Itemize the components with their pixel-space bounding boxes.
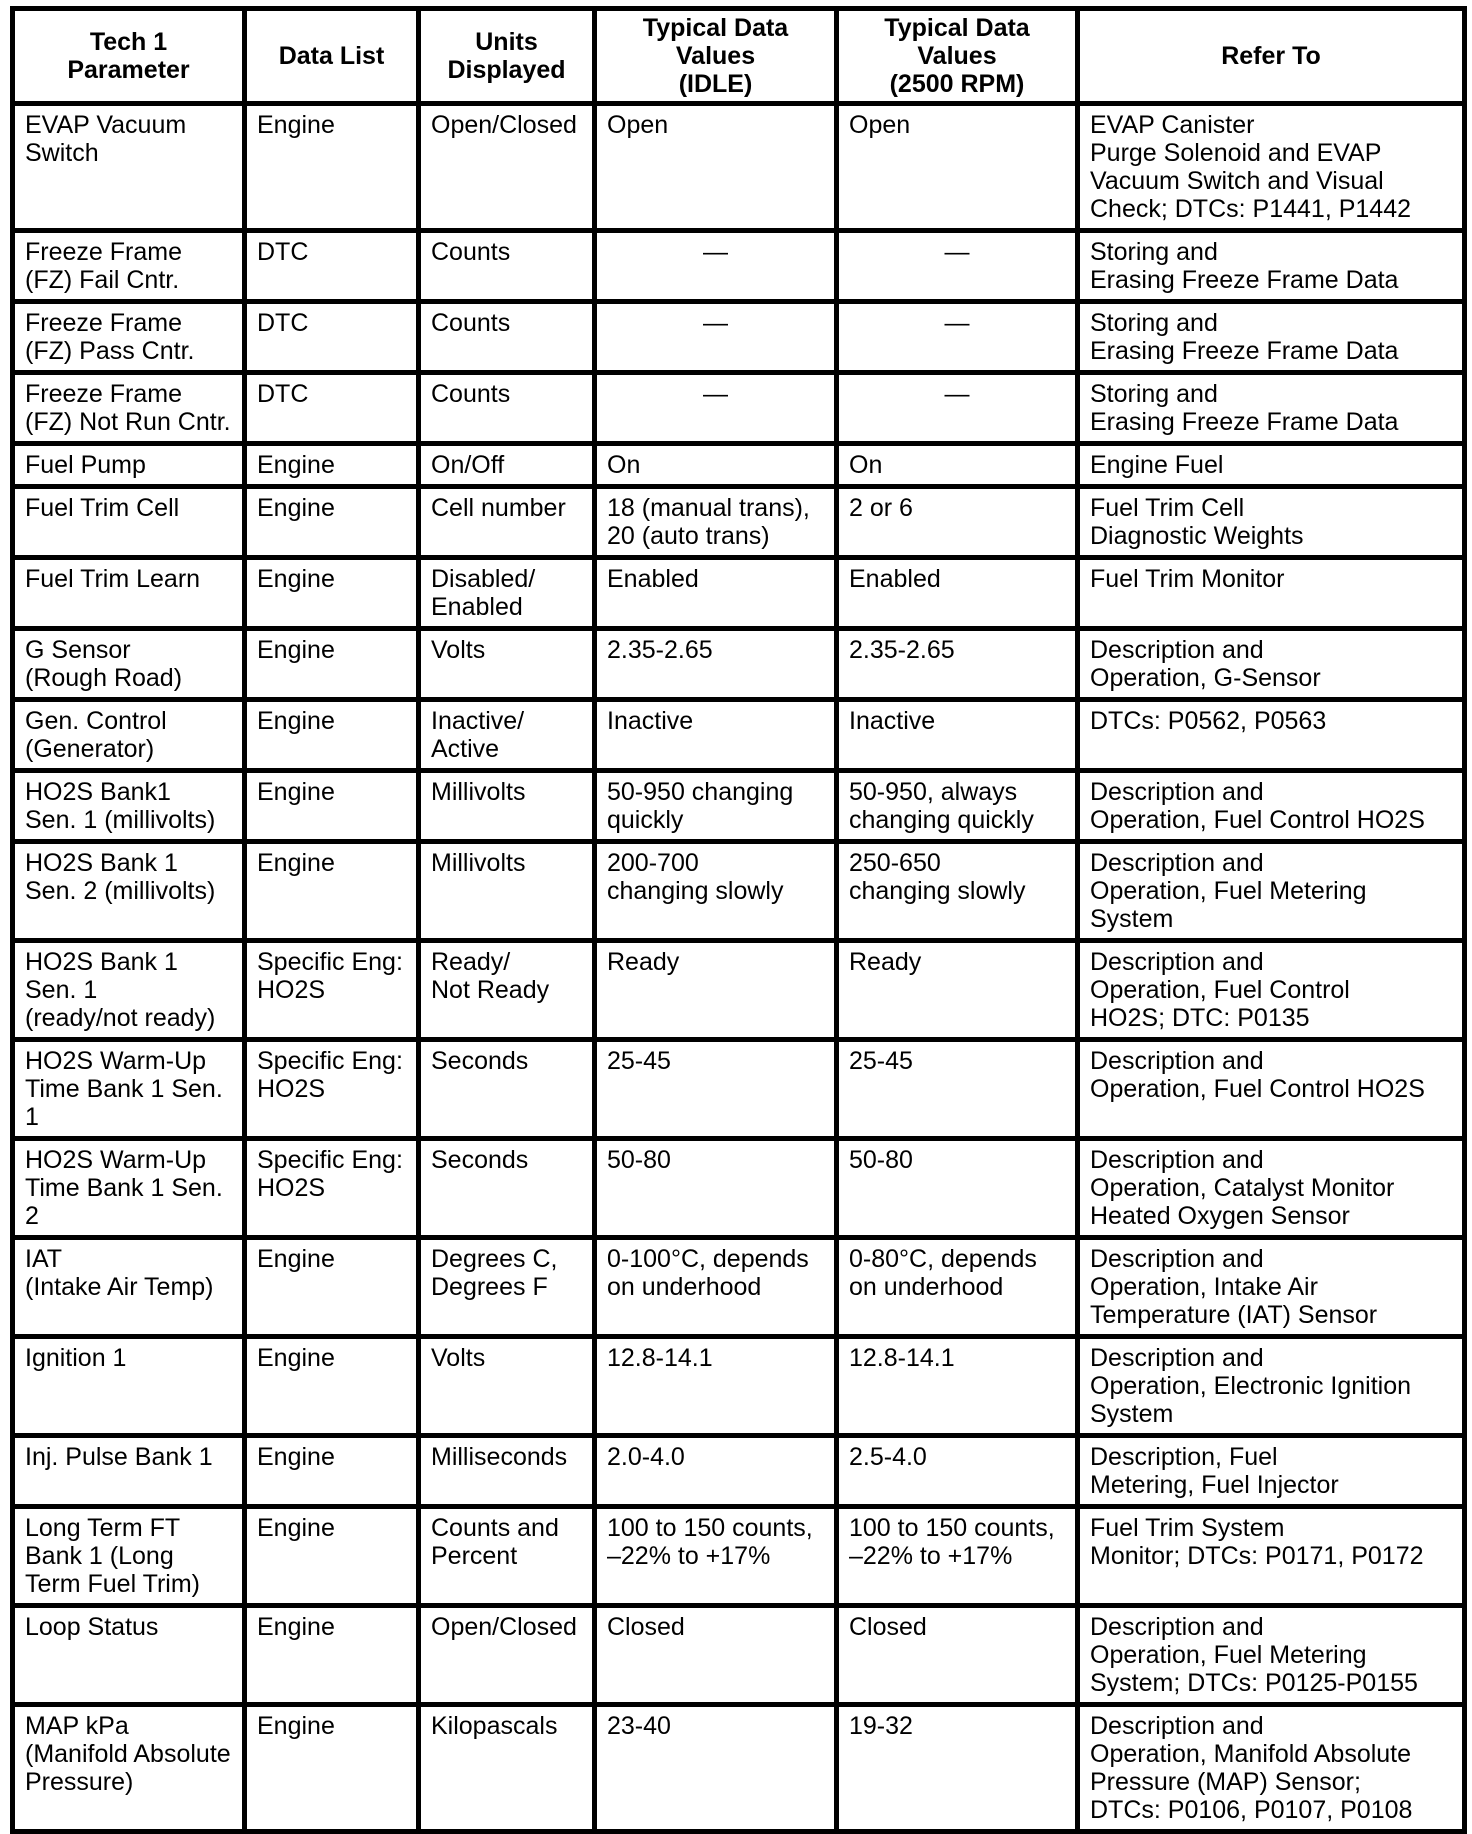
cell-refer-to: Fuel Trim Cell Diagnostic Weights bbox=[1078, 487, 1465, 558]
cell-data-list: DTC bbox=[245, 373, 419, 444]
table-row bbox=[13, 629, 1465, 700]
cell-idle: 23-40 bbox=[595, 1705, 837, 1832]
cell-data-list: Engine bbox=[245, 558, 419, 629]
cell-2500rpm: — bbox=[837, 231, 1078, 302]
table-header bbox=[13, 9, 1465, 104]
header-data-list: Data List bbox=[245, 9, 419, 104]
cell-idle: 0-100°C, depends on underhood bbox=[595, 1238, 837, 1337]
cell-2500rpm: 19-32 bbox=[837, 1705, 1078, 1832]
cell-units: Millivolts bbox=[419, 842, 595, 941]
cell-2500rpm: Enabled bbox=[837, 558, 1078, 629]
cell-parameter: Freeze Frame (FZ) Fail Cntr. bbox=[13, 231, 245, 302]
cell-units: Degrees C, Degrees F bbox=[419, 1238, 595, 1337]
cell-parameter: HO2S Warm-Up Time Bank 1 Sen. 2 bbox=[13, 1139, 245, 1238]
cell-parameter: EVAP Vacuum Switch bbox=[13, 104, 245, 231]
cell-data-list: Engine bbox=[245, 629, 419, 700]
cell-units: On/Off bbox=[419, 444, 595, 487]
cell-idle: — bbox=[595, 373, 837, 444]
cell-data-list: Engine bbox=[245, 1507, 419, 1606]
cell-idle: 18 (manual trans), 20 (auto trans) bbox=[595, 487, 837, 558]
cell-units: Inactive/ Active bbox=[419, 700, 595, 771]
header-row bbox=[13, 9, 1465, 104]
table-row bbox=[13, 444, 1465, 487]
cell-data-list: Engine bbox=[245, 1705, 419, 1832]
cell-2500rpm: 2.35-2.65 bbox=[837, 629, 1078, 700]
cell-data-list: Engine bbox=[245, 1606, 419, 1705]
cell-data-list: Engine bbox=[245, 1436, 419, 1507]
cell-2500rpm: On bbox=[837, 444, 1078, 487]
cell-data-list: Engine bbox=[245, 1238, 419, 1337]
cell-idle: Closed bbox=[595, 1606, 837, 1705]
cell-idle: Open bbox=[595, 104, 837, 231]
table-row bbox=[13, 700, 1465, 771]
cell-units: Open/Closed bbox=[419, 104, 595, 231]
cell-2500rpm: — bbox=[837, 302, 1078, 373]
table-row bbox=[13, 771, 1465, 842]
cell-units: Ready/ Not Ready bbox=[419, 941, 595, 1040]
cell-refer-to: Description and Operation, Manifold Absolute Pressure (MAP) Sensor; DTCs: P0106, P0107, P0108 bbox=[1078, 1705, 1465, 1832]
cell-2500rpm: 100 to 150 counts, –22% to +17% bbox=[837, 1507, 1078, 1606]
cell-2500rpm: 50-80 bbox=[837, 1139, 1078, 1238]
cell-parameter: HO2S Bank 1 Sen. 2 (millivolts) bbox=[13, 842, 245, 941]
cell-2500rpm: 50-950, always changing quickly bbox=[837, 771, 1078, 842]
cell-refer-to: Description, Fuel Metering, Fuel Injector bbox=[1078, 1436, 1465, 1507]
cell-refer-to: Storing and Erasing Freeze Frame Data bbox=[1078, 302, 1465, 373]
cell-idle: 2.0-4.0 bbox=[595, 1436, 837, 1507]
cell-refer-to: Description and Operation, Fuel Control HO2S bbox=[1078, 1040, 1465, 1139]
table-row bbox=[13, 842, 1465, 941]
document-page bbox=[10, 6, 1462, 1834]
cell-2500rpm: Inactive bbox=[837, 700, 1078, 771]
cell-parameter: Fuel Trim Learn bbox=[13, 558, 245, 629]
cell-refer-to: Description and Operation, Fuel Control HO2S bbox=[1078, 771, 1465, 842]
cell-idle: 12.8-14.1 bbox=[595, 1337, 837, 1436]
cell-refer-to: Description and Operation, Fuel Metering System bbox=[1078, 842, 1465, 941]
cell-2500rpm: 2 or 6 bbox=[837, 487, 1078, 558]
cell-parameter: IAT (Intake Air Temp) bbox=[13, 1238, 245, 1337]
header-refer-to: Refer To bbox=[1078, 9, 1465, 104]
cell-2500rpm: 250-650 changing slowly bbox=[837, 842, 1078, 941]
cell-data-list: Specific Eng: HO2S bbox=[245, 1139, 419, 1238]
cell-units: Counts bbox=[419, 373, 595, 444]
cell-parameter: HO2S Bank 1 Sen. 1 (ready/not ready) bbox=[13, 941, 245, 1040]
table-row bbox=[13, 1337, 1465, 1436]
cell-parameter: Fuel Pump bbox=[13, 444, 245, 487]
header-parameter: Tech 1 Parameter bbox=[13, 9, 245, 104]
cell-idle: 50-80 bbox=[595, 1139, 837, 1238]
cell-refer-to: Description and Operation, Catalyst Monitor Heated Oxygen Sensor bbox=[1078, 1139, 1465, 1238]
tech1-parameter-table bbox=[10, 6, 1467, 1834]
table-row bbox=[13, 1705, 1465, 1832]
cell-data-list: DTC bbox=[245, 231, 419, 302]
cell-parameter: Freeze Frame (FZ) Not Run Cntr. bbox=[13, 373, 245, 444]
cell-parameter: Fuel Trim Cell bbox=[13, 487, 245, 558]
cell-2500rpm: — bbox=[837, 373, 1078, 444]
cell-parameter: G Sensor (Rough Road) bbox=[13, 629, 245, 700]
table-row bbox=[13, 941, 1465, 1040]
cell-refer-to: Description and Operation, Fuel Control HO2S; DTC: P0135 bbox=[1078, 941, 1465, 1040]
cell-units: Millivolts bbox=[419, 771, 595, 842]
cell-units: Disabled/ Enabled bbox=[419, 558, 595, 629]
cell-refer-to: Description and Operation, G-Sensor bbox=[1078, 629, 1465, 700]
cell-idle: Enabled bbox=[595, 558, 837, 629]
cell-data-list: Engine bbox=[245, 104, 419, 231]
table-row bbox=[13, 1238, 1465, 1337]
cell-2500rpm: Ready bbox=[837, 941, 1078, 1040]
cell-units: Seconds bbox=[419, 1139, 595, 1238]
cell-parameter: Gen. Control (Generator) bbox=[13, 700, 245, 771]
cell-refer-to: Engine Fuel bbox=[1078, 444, 1465, 487]
cell-parameter: HO2S Bank1 Sen. 1 (millivolts) bbox=[13, 771, 245, 842]
table-row bbox=[13, 104, 1465, 231]
table-row bbox=[13, 487, 1465, 558]
cell-refer-to: Fuel Trim Monitor bbox=[1078, 558, 1465, 629]
cell-data-list: Engine bbox=[245, 771, 419, 842]
cell-2500rpm: Open bbox=[837, 104, 1078, 231]
cell-refer-to: Storing and Erasing Freeze Frame Data bbox=[1078, 373, 1465, 444]
cell-units: Kilopascals bbox=[419, 1705, 595, 1832]
cell-units: Volts bbox=[419, 1337, 595, 1436]
cell-idle: 200-700 changing slowly bbox=[595, 842, 837, 941]
cell-idle: — bbox=[595, 231, 837, 302]
table-row bbox=[13, 1139, 1465, 1238]
cell-data-list: Engine bbox=[245, 700, 419, 771]
cell-idle: 25-45 bbox=[595, 1040, 837, 1139]
header-typical-2500rpm: Typical Data Values (2500 RPM) bbox=[837, 9, 1078, 104]
cell-parameter: Inj. Pulse Bank 1 bbox=[13, 1436, 245, 1507]
cell-parameter: HO2S Warm-Up Time Bank 1 Sen. 1 bbox=[13, 1040, 245, 1139]
cell-parameter: Freeze Frame (FZ) Pass Cntr. bbox=[13, 302, 245, 373]
cell-refer-to: DTCs: P0562, P0563 bbox=[1078, 700, 1465, 771]
table-row bbox=[13, 558, 1465, 629]
table-row bbox=[13, 302, 1465, 373]
cell-idle: On bbox=[595, 444, 837, 487]
cell-units: Volts bbox=[419, 629, 595, 700]
cell-units: Counts bbox=[419, 231, 595, 302]
cell-data-list: DTC bbox=[245, 302, 419, 373]
cell-units: Cell number bbox=[419, 487, 595, 558]
cell-idle: 100 to 150 counts, –22% to +17% bbox=[595, 1507, 837, 1606]
cell-refer-to: Description and Operation, Intake Air Temperature (IAT) Sensor bbox=[1078, 1238, 1465, 1337]
table-row bbox=[13, 1436, 1465, 1507]
cell-units: Open/Closed bbox=[419, 1606, 595, 1705]
cell-data-list: Specific Eng: HO2S bbox=[245, 1040, 419, 1139]
cell-2500rpm: 12.8-14.1 bbox=[837, 1337, 1078, 1436]
table-row bbox=[13, 231, 1465, 302]
cell-parameter: MAP kPa (Manifold Absolute Pressure) bbox=[13, 1705, 245, 1832]
cell-parameter: Long Term FT Bank 1 (Long Term Fuel Trim) bbox=[13, 1507, 245, 1606]
cell-units: Seconds bbox=[419, 1040, 595, 1139]
cell-parameter: Loop Status bbox=[13, 1606, 245, 1705]
table-row bbox=[13, 1507, 1465, 1606]
cell-data-list: Engine bbox=[245, 487, 419, 558]
cell-refer-to: Description and Operation, Fuel Metering System; DTCs: P0125-P0155 bbox=[1078, 1606, 1465, 1705]
header-typical-idle: Typical Data Values (IDLE) bbox=[595, 9, 837, 104]
cell-idle: Ready bbox=[595, 941, 837, 1040]
cell-idle: — bbox=[595, 302, 837, 373]
table-row bbox=[13, 373, 1465, 444]
cell-data-list: Engine bbox=[245, 1337, 419, 1436]
table-row bbox=[13, 1606, 1465, 1705]
cell-units: Counts and Percent bbox=[419, 1507, 595, 1606]
cell-refer-to: Description and Operation, Electronic Ignition System bbox=[1078, 1337, 1465, 1436]
header-units-displayed: Units Displayed bbox=[419, 9, 595, 104]
cell-2500rpm: 0-80°C, depends on underhood bbox=[837, 1238, 1078, 1337]
cell-2500rpm: 25-45 bbox=[837, 1040, 1078, 1139]
table-row bbox=[13, 1040, 1465, 1139]
cell-refer-to: EVAP Canister Purge Solenoid and EVAP Vacuum Switch and Visual Check; DTCs: P1441, P1442 bbox=[1078, 104, 1465, 231]
cell-idle: 50-950 changing quickly bbox=[595, 771, 837, 842]
cell-idle: Inactive bbox=[595, 700, 837, 771]
cell-units: Milliseconds bbox=[419, 1436, 595, 1507]
cell-data-list: Engine bbox=[245, 444, 419, 487]
cell-units: Counts bbox=[419, 302, 595, 373]
cell-data-list: Specific Eng: HO2S bbox=[245, 941, 419, 1040]
cell-parameter: Ignition 1 bbox=[13, 1337, 245, 1436]
cell-refer-to: Storing and Erasing Freeze Frame Data bbox=[1078, 231, 1465, 302]
cell-refer-to: Fuel Trim System Monitor; DTCs: P0171, P0172 bbox=[1078, 1507, 1465, 1606]
cell-2500rpm: 2.5-4.0 bbox=[837, 1436, 1078, 1507]
cell-2500rpm: Closed bbox=[837, 1606, 1078, 1705]
cell-idle: 2.35-2.65 bbox=[595, 629, 837, 700]
table-body bbox=[13, 104, 1465, 1832]
cell-data-list: Engine bbox=[245, 842, 419, 941]
